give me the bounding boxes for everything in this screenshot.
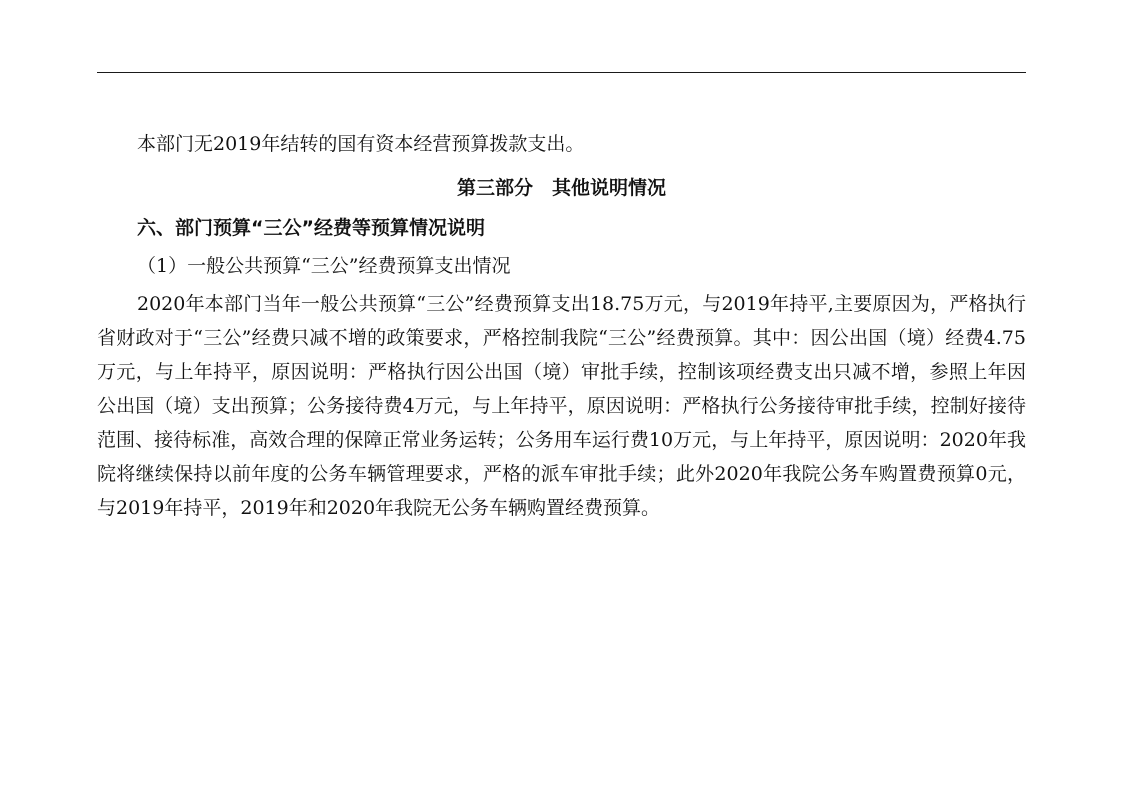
body-paragraph: 2020年本部门当年一般公共预算“三公”经费预算支出18.75万元，与2019年持平,主要原因为，严格执行省财政对于“三公”经费只减不增的政策要求，严格控制我院“三公”经费预算。其中：因公出国（境）经费4.75万元，与上年持平，原因说明：严格执行因公出国（境）审批手续，控制该项经费支出只减不增，参照上年因公出国（境）支出预算；公务接待费4万元，与上年持平，原因说明：严格执行公务接待审批手续，控制好接待范围、接待标准，高效合理的保障正常业务运转；公务用车运行费10万元，与上年持平，原因说明：2020年我院将继续保持以前年度的公务车辆管理要求，严格的派车审批手续；此外2020年我院公务车购置费预算0元，与2019年持平，2019年和2020年我院无公务车辆购置经费预算。 bbox=[97, 293, 1026, 519]
section-heading: 六、部门预算“三公”经费等预算情况说明 bbox=[137, 217, 485, 239]
document-content bbox=[97, 127, 1026, 525]
subsection-heading: （1）一般公共预算“三公”经费预算支出情况 bbox=[137, 255, 511, 277]
header-rule bbox=[97, 72, 1026, 73]
part-title: 第三部分 其他说明情况 bbox=[456, 177, 666, 199]
carryover-paragraph: 本部门无2019年结转的国有资本经营预算拨款支出。 bbox=[137, 133, 585, 155]
